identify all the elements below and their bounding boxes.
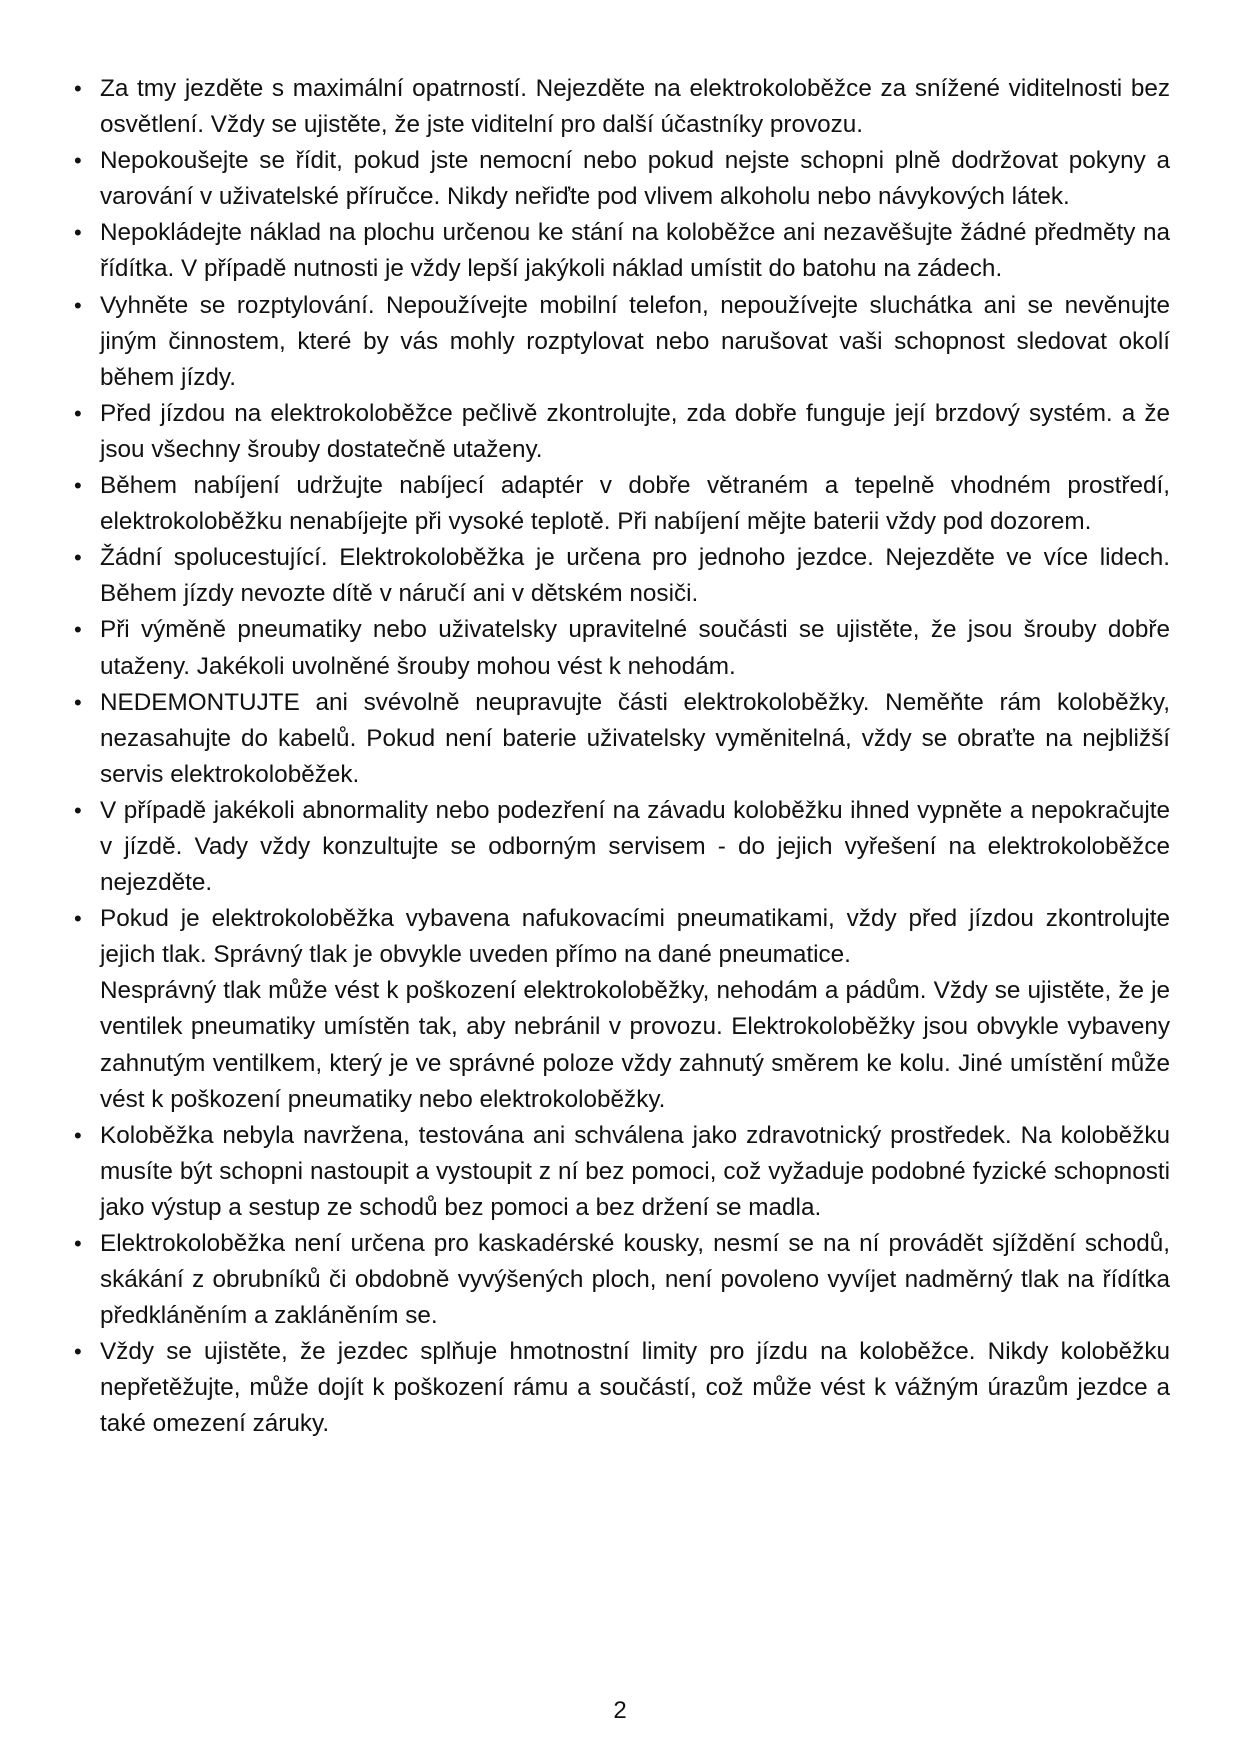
bullet-icon: • — [74, 400, 82, 426]
bullet-icon: • — [74, 148, 82, 174]
list-item — [72, 612, 1170, 684]
list-item-text: Vyhněte se rozptylování. Nepoužívejte mobilní telefon, nepoužívejte sluchátka ani se nevěnujte jiným činnostem, které by vás mohly rozptylovat nebo narušovat vaši schopnost sledovat okolí během jízdy. — [100, 291, 1170, 391]
list-item-text: Žádní spolucestující. Elektrokoloběžka je určena pro jednoho jezdce. Nejezděte ve více lidech. Během jízdy nevozte dítě v náručí ani v dětském nosiči. — [100, 544, 1170, 608]
list-item-text: Při výměně pneumatiky nebo uživatelsky upravitelné součásti se ujistěte, že jsou šrouby dobře utaženy. Jakékoli uvolněné šrouby mohou vést k nehodám. — [100, 616, 1170, 680]
list-item-text: Nepokoušejte se řídit, pokud jste nemocní nebo pokud nejste schopni plně dodržovat pokyny a varování v uživatelské příručce. Nikdy neřiďte pod vlivem alkoholu nebo návykových látek. — [100, 147, 1170, 211]
list-item — [72, 1118, 1170, 1226]
bullet-icon: • — [74, 545, 82, 571]
bullet-icon: • — [74, 689, 82, 715]
bullet-icon: • — [74, 292, 82, 318]
list-item — [72, 685, 1170, 793]
list-item — [72, 215, 1170, 287]
list-item — [72, 1334, 1170, 1442]
safety-instructions-list — [72, 71, 1170, 1443]
bullet-icon: • — [74, 1122, 82, 1148]
list-item — [72, 793, 1170, 901]
list-item — [72, 71, 1170, 143]
list-item — [72, 468, 1170, 540]
list-item-text: Vždy se ujistěte, že jezdec splňuje hmotnostní limity pro jízdu na koloběžce. Nikdy koloběžku nepřetěžujte, může dojít k poškození rámu a součástí, což může vést k vážným úrazům jezdce a také omezení záruky. — [100, 1338, 1170, 1438]
list-item-text: Elektrokoloběžka není určena pro kaskadérské kousky, nesmí se na ní provádět sjíždění schodů, skákání z obrubníků či obdobně vyvýšených ploch, není povoleno vyvíjet nadměrný tlak na řídítka předkláněním a zakláněním se. — [100, 1230, 1170, 1330]
list-item-text: NEDEMONTUJTE ani svévolně neupravujte části elektrokoloběžky. Neměňte rám koloběžky, nezasahujte do kabelů. Pokud není baterie uživatelsky vyměnitelná, vždy se obraťte na nejbližší servis elektrokoloběžek. — [100, 688, 1170, 788]
list-item-text: Za tmy jezděte s maximální opatrností. Nejezděte na elektrokoloběžce za snížené viditelnosti bez osvětlení. Vždy se ujistěte, že jste viditelní pro další účastníky provozu. — [100, 75, 1170, 139]
bullet-icon: • — [74, 617, 82, 643]
list-item-text: Pokud je elektrokoloběžka vybavena nafukovacími pneumatikami, vždy před jízdou zkontrolujte jejich tlak. Správný tlak je obvykle uveden přímo na dané pneumatice. — [100, 905, 1170, 969]
list-item-text: Nepokládejte náklad na plochu určenou ke stání na koloběžce ani nezavěšujte žádné předměty na řídítka. V případě nutnosti je vždy lepší jakýkoli náklad umístit do batohu na zádech. — [100, 219, 1170, 283]
list-item-text-continued: Nesprávný tlak může vést k poškození elektrokoloběžky, nehodám a pádům. Vždy se ujistěte, že je ventilek pneumatiky umístěn tak, aby nebránil v provozu. Elektrokoloběžky jsou obvykle vybaveny zahnutým ventilkem, který je ve správné poloze vždy zahnutý směrem ke kolu. Jiné umístění může vést k poškození pneumatiky nebo elektrokoloběžky. — [100, 977, 1170, 1113]
bullet-icon: • — [74, 1231, 82, 1256]
list-item — [72, 396, 1170, 468]
list-item — [72, 540, 1170, 612]
list-item-text: V případě jakékoli abnormality nebo podezření na závadu koloběžku ihned vypněte a nepokračujte v jízdě. Vady vždy konzultujte se odborným servisem - do jejich vyřešení na elektrokoloběžce nejezděte. — [100, 796, 1170, 897]
bullet-icon: • — [74, 797, 82, 823]
list-item — [72, 901, 1170, 1118]
list-item — [72, 288, 1170, 396]
list-item — [72, 1226, 1170, 1334]
page-number: 2 — [613, 1697, 627, 1724]
bullet-icon: • — [74, 906, 82, 932]
list-item-text: Koloběžka nebyla navržena, testována ani schválena jako zdravotnický prostředek. Na koloběžku musíte být schopni nastoupit a vystoupit z ní bez pomoci, což vyžaduje podobné fyzické schopnosti jako výstup a sestup ze schodů bez pomoci a bez držení se madla. — [100, 1121, 1170, 1221]
bullet-icon: • — [74, 1339, 82, 1365]
list-item-text: Před jízdou na elektrokoloběžce pečlivě zkontrolujte, zda dobře funguje její brzdový systém. a že jsou všechny šrouby dostatečně utaženy. — [100, 399, 1170, 463]
list-item-text: Během nabíjení udržujte nabíjecí adaptér v dobře větraném a tepelně vhodném prostředí, elektrokoloběžku nenabíjejte při vysoké teplotě. Při nabíjení mějte baterii vždy pod dozorem. — [100, 472, 1170, 536]
bullet-icon: • — [74, 473, 82, 499]
list-item — [72, 143, 1170, 215]
bullet-icon: • — [74, 220, 82, 246]
bullet-icon: • — [74, 76, 82, 101]
